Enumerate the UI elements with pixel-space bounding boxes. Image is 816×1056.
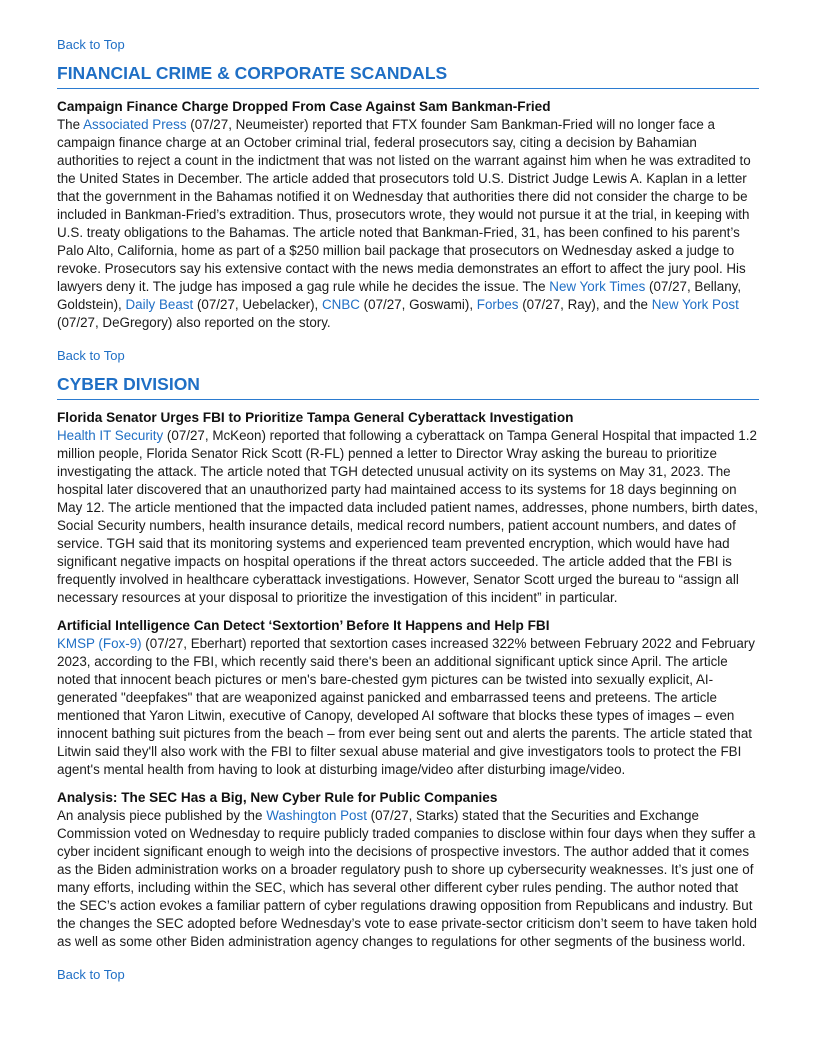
section-title-financial-crime: FINANCIAL CRIME & CORPORATE SCANDALS [57,61,759,89]
body-text: An analysis piece published by the [57,808,267,823]
body-text: (07/27, Goswami), [359,297,477,312]
back-to-top-link[interactable]: Back to Top [57,967,125,982]
article-title: Campaign Finance Charge Dropped From Case Against Sam Bankman-Fried [57,99,551,114]
source-link-washington-post[interactable]: Washington Post [266,808,367,823]
article-title: Analysis: The SEC Has a Big, New Cyber Rule for Public Companies [57,790,498,805]
back-to-top-link[interactable]: Back to Top [57,348,125,363]
body-text: (07/27, Eberhart) reported that sextortion cases increased 322% between February 2022 and February 2023, according to the FBI, which recently said there's been an additional significant uptick since April. The article noted that innocent beach pictures or men's bare-chested gym pictures can be twisted into sexually explicit, AI-generated "deepfakes" that are weaponized against panicked and embarrassed teens and preteens. The article mentioned that Yaron Litwin, executive of Canopy, developed AI software that blocks these types of images – even innocent bathing suit pictures from the beach – from ever being sent out and alerts the parents. The article stated that Litwin said they'll also work with the FBI to filter sexual abuse material and give investigators tools to protect the FBI agent's mental health from having to look at disturbing image/video after disturbing image/video. [57,636,755,777]
section-title-cyber-division: CYBER DIVISION [57,372,759,400]
article-body [57,116,759,332]
article-tampa-general [57,409,759,607]
article-body [57,635,759,779]
source-link-new-york-post[interactable]: New York Post [651,297,739,312]
article-sextortion-ai [57,617,759,779]
source-link-kmsp-fox9[interactable]: KMSP (Fox-9) [57,636,142,651]
article-bankman-fried [57,98,759,332]
source-link-daily-beast[interactable]: Daily Beast [125,297,194,312]
body-text: (07/27, Neumeister) reported that FTX founder Sam Bankman-Fried will no longer face a campaign finance charge at an October criminal trial, federal prosecutors say, citing a decision by Bahamian authorities to reject a count in the indictment that was not listed on the warrant against him when he was extradited to the United States in December. The article added that prosecutors told U.S. District Judge Lewis A. Kaplan in a letter that the government in the Bahamas notified it on Wednesday that authorities there did not consider the charge to be included in Bankman-Fried’s extradition. Thus, prosecutors wrote, they would not pursue it at the trial, in keeping with U.S. treaty obligations to the Bahamas. The article noted that Bankman-Fried, 31, has been confined to his parent’s Palo Alto, California, home as part of a $250 million bail package that prosecutors on Wednesday asked a judge to revoke. Prosecutors say his extensive contact with the news media demonstrates an effort to affect the jury pool. His lawyers deny it. The judge has imposed a gag rule while he decides the issue. The [57,117,751,294]
body-text: (07/27, DeGregory) also reported on the story. [57,315,331,330]
source-link-health-it-security[interactable]: Health IT Security [57,428,164,443]
body-text: (07/27, Ray), and the [518,297,652,312]
body-text: The [57,117,84,132]
body-text: (07/27, McKeon) reported that following a cyberattack on Tampa General Hospital that impacted 1.2 million people, Florida Senator Rick Scott (R-FL) penned a letter to Director Wray asking the bureau to prioritize investigating the attack. The article noted that TGH detected unusual activity on its systems on May 31, 2023. The hospital later discovered that an unauthorized party had maintained access to its systems for 18 days beginning on May 12. The article mentioned that the impacted data included patient names, addresses, phone numbers, birth dates, Social Security numbers, health insurance details, medical record numbers, patient account numbers, and dates of service. TGH said that its monitoring systems and experienced team prevented encryption, which would have had significant negative impacts on hospital operations if the threat actors succeeded. The article added that the FBI is frequently involved in healthcare cyberattack investigations. However, Senator Scott urged the bureau to “assign all necessary resources at your disposal to prioritize the investigation of this incident” in particular. [57,428,758,605]
body-text: (07/27, Starks) stated that the Securities and Exchange Commission voted on Wednesday to require publicly traded companies to disclose within four days when they suffer a cyber incident significant enough to weigh into the decisions of prospective investors. The author added that it comes as the Biden administration works on a broader regulatory push to shore up cybersecurity weaknesses. It’s just one of many efforts, including within the SEC, which has several other different cyber rules pending. The author noted that the SEC’s action evokes a familiar pattern of cyber regulations drawing opposition from Republicans and industry. But the changes the SEC adopted before Wednesday’s vote to ease private-sector criticism don’t seem to have taken hold as well as some other Biden administration agency changes to regulations for other segments of the business world. [57,808,757,949]
article-title: Florida Senator Urges FBI to Prioritize Tampa General Cyberattack Investigation [57,410,574,425]
back-to-top-link[interactable]: Back to Top [57,37,125,52]
article-sec-cyber-rule [57,789,759,951]
source-link-cnbc[interactable]: CNBC [321,297,360,312]
source-link-forbes[interactable]: Forbes [476,297,519,312]
article-title: Artificial Intelligence Can Detect ‘Sextortion’ Before It Happens and Help FBI [57,618,550,633]
source-link-new-york-times[interactable]: New York Times [549,279,646,294]
body-text: (07/27, Uebelacker), [193,297,322,312]
article-body [57,807,759,951]
article-body [57,427,759,607]
source-link-associated-press[interactable]: Associated Press [83,117,187,132]
body-text: (07/27, Bellany, Goldstein), [57,279,742,312]
